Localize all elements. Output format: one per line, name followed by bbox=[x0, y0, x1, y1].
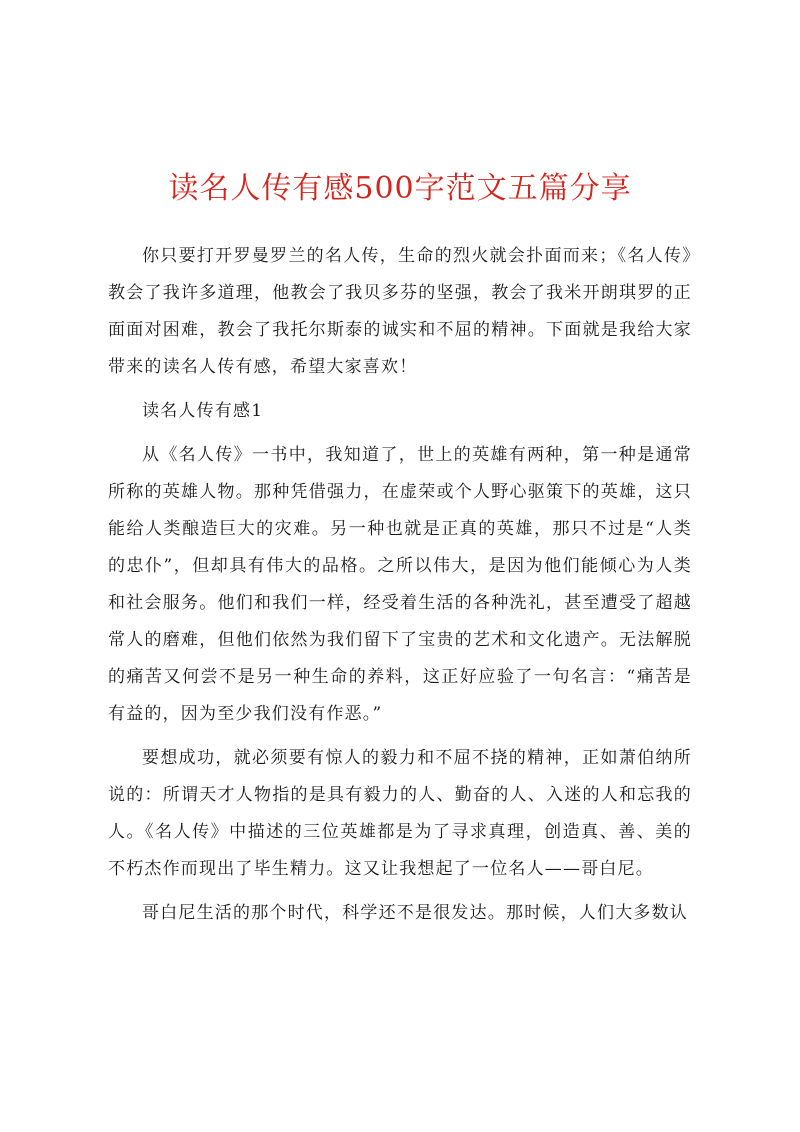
body-paragraph: 从《名人传》一书中，我知道了，世上的英雄有两种，第一种是通常所称的英雄人物。那种凭借强力，在虚荣或个人野心驱策下的英雄，这只能给人类酿造巨大的灾难。另一种也就是正真的英雄，那只不过是“人类的忠仆”，但却具有伟大的品格。之所以伟大，是因为他们能倾心为人类和社会服务。他们和我们一样，经受着生活的各种洗礼，甚至遭受了超越常人的磨难，但他们依然为我们留下了宝贵的艺术和文化遗产。无法解脱的痛苦又何尝不是另一种生命的养料，这正好应验了一句名言：“痛苦是有益的，因为至少我们没有作恶。” bbox=[108, 445, 692, 724]
document-title: 读名人传有感500字范文五篇分享 bbox=[168, 171, 632, 206]
document-body bbox=[108, 238, 692, 939]
body-paragraph: 要想成功，就必须要有惊人的毅力和不屈不挠的精神，正如萧伯纳所说的：所谓天才人物指的是具有毅力的人、勤奋的人、入迷的人和忘我的人。《名人传》中描述的三位英雄都是为了寻求真理，创造真、善、美的不朽杰作而现出了毕生精力。这又让我想起了一位名人——哥白尼。 bbox=[108, 748, 692, 879]
section-heading: 读名人传有感1 bbox=[142, 401, 264, 421]
body-paragraph: 哥白尼生活的那个时代，科学还不是很发达。那时候，人们大多数认 bbox=[142, 903, 688, 923]
intro-paragraph: 你只要打开罗曼罗兰的名人传，生命的烈火就会扑面而来；《名人传》教会了我许多道理，他教会了我贝多芬的坚强，教会了我米开朗琪罗的正面面对困难，教会了我托尔斯泰的诚实和不屈的精神。下面就是我给大家带来的读名人传有感，希望大家喜欢！ bbox=[108, 246, 692, 377]
